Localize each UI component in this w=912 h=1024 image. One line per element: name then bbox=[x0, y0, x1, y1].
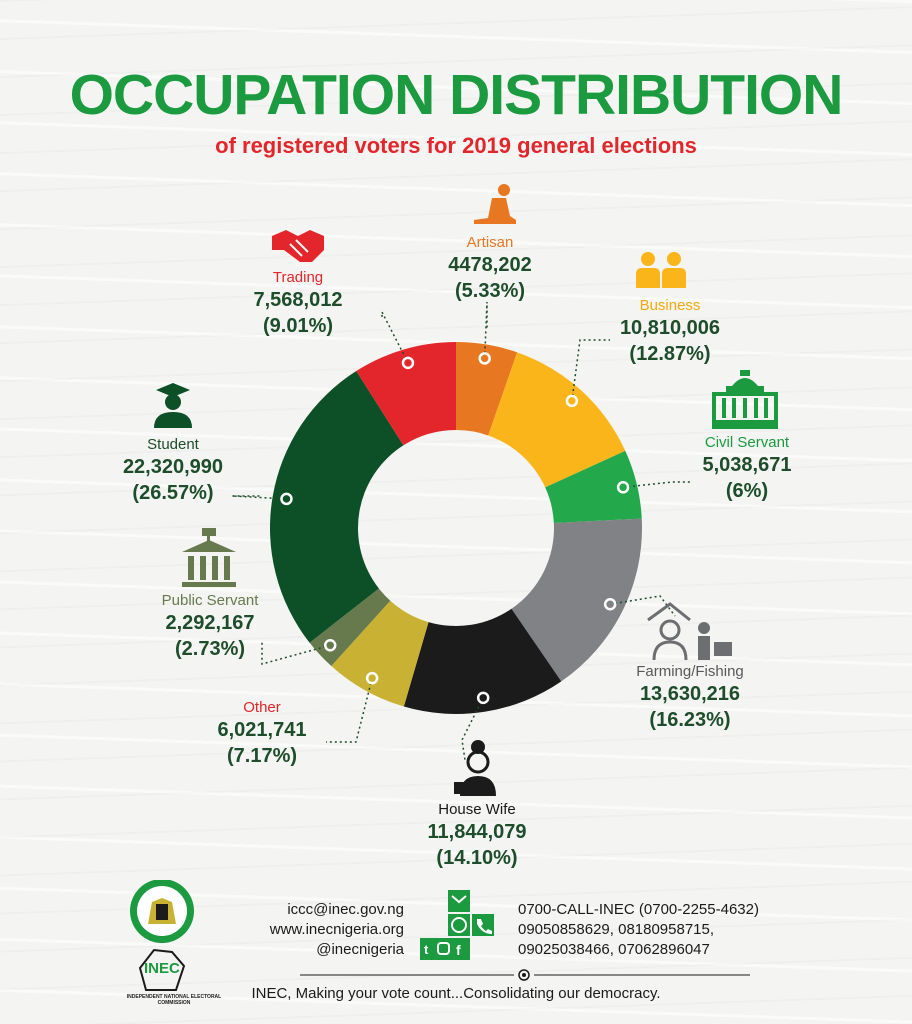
svg-text:f: f bbox=[456, 942, 461, 958]
label-business-percent: (12.87%) bbox=[629, 343, 711, 365]
label-public-servant-name: Public Servant bbox=[161, 592, 259, 609]
label-civil-servant-value: 5,038,671 bbox=[702, 454, 792, 476]
slice-marker-student bbox=[281, 494, 291, 504]
label-public-servant bbox=[140, 592, 280, 662]
label-artisan-value: 4478,202 bbox=[448, 254, 532, 276]
label-student-percent: (26.57%) bbox=[132, 482, 214, 504]
label-trading-value: 7,568,012 bbox=[253, 289, 343, 311]
label-student-name: Student bbox=[147, 436, 199, 453]
slice-marker-house-wife bbox=[478, 693, 488, 703]
slice-marker-business bbox=[567, 396, 577, 406]
contact-phone-line2[interactable]: 09050858629, 08180958715, bbox=[518, 921, 715, 938]
slice-marker-artisan bbox=[480, 353, 490, 363]
label-house-wife-percent: (14.10%) bbox=[436, 847, 518, 869]
inec-logo-text: INEC bbox=[144, 960, 180, 977]
label-business-value: 10,810,006 bbox=[619, 317, 721, 339]
student-icon bbox=[150, 380, 196, 430]
contact-icons bbox=[414, 890, 504, 962]
trading-icon bbox=[270, 226, 326, 266]
label-other bbox=[192, 699, 332, 769]
label-trading-name: Trading bbox=[272, 269, 324, 286]
page-title: OCCUPATION DISTRIBUTION bbox=[69, 63, 843, 127]
svg-text:t: t bbox=[424, 942, 429, 957]
label-house-wife-value: 11,844,079 bbox=[427, 821, 527, 843]
contact-phone-line3[interactable]: 09025038466, 07062896047 bbox=[518, 941, 710, 958]
label-farming-fishing-value: 13,630,216 bbox=[639, 683, 741, 705]
label-civil-servant bbox=[672, 434, 822, 504]
label-trading bbox=[228, 269, 368, 339]
label-artisan-name: Artisan bbox=[466, 234, 514, 251]
label-farming-fishing-name: Farming/Fishing bbox=[636, 663, 744, 680]
label-house-wife-name: House Wife bbox=[438, 801, 516, 818]
slice-marker-civil-servant bbox=[618, 482, 628, 492]
contact-phone-line1[interactable]: 0700-CALL-INEC (0700-2255-4632) bbox=[518, 901, 759, 918]
business-icon bbox=[630, 250, 690, 290]
civil-servant-icon bbox=[712, 368, 778, 430]
artisan-icon bbox=[470, 182, 518, 230]
public-servant-icon bbox=[178, 528, 240, 588]
page-subtitle: of registered voters for 2019 general elections bbox=[215, 133, 697, 158]
label-public-servant-percent: (2.73%) bbox=[174, 638, 246, 660]
farming-fishing-icon bbox=[640, 590, 736, 662]
label-civil-servant-name: Civil Servant bbox=[704, 434, 790, 451]
label-other-name: Other bbox=[243, 699, 281, 716]
footer-tagline: INEC, Making your vote count...Consolidating our democracy. bbox=[251, 985, 661, 1002]
label-trading-percent: (9.01%) bbox=[262, 315, 334, 337]
label-civil-servant-percent: (6%) bbox=[725, 480, 769, 502]
slice-marker-trading bbox=[403, 358, 413, 368]
label-student bbox=[98, 436, 248, 506]
contact-handle[interactable]: @inecnigeria bbox=[316, 941, 404, 958]
slice-marker-public-servant bbox=[325, 640, 335, 650]
label-other-percent: (7.17%) bbox=[226, 745, 298, 767]
label-other-value: 6,021,741 bbox=[217, 719, 307, 741]
label-house-wife bbox=[402, 801, 552, 871]
label-business bbox=[590, 297, 750, 367]
slice-marker-farming-fishing bbox=[605, 599, 615, 609]
label-artisan bbox=[420, 234, 560, 304]
footer-divider bbox=[300, 967, 760, 983]
label-business-name: Business bbox=[639, 297, 701, 314]
inec-logo-caption: INDEPENDENT NATIONAL ELECTORAL COMMISSION bbox=[126, 994, 222, 1006]
label-farming-fishing bbox=[615, 663, 765, 733]
label-farming-fishing-percent: (16.23%) bbox=[649, 709, 731, 731]
label-student-value: 22,320,990 bbox=[122, 456, 224, 478]
contact-email[interactable]: iccc@inec.gov.ng bbox=[287, 901, 404, 918]
label-artisan-percent: (5.33%) bbox=[454, 280, 526, 302]
house-wife-icon bbox=[452, 738, 500, 798]
contact-website[interactable]: www.inecnigeria.org bbox=[269, 921, 404, 938]
slice-marker-other bbox=[367, 673, 377, 683]
label-public-servant-value: 2,292,167 bbox=[165, 612, 255, 634]
